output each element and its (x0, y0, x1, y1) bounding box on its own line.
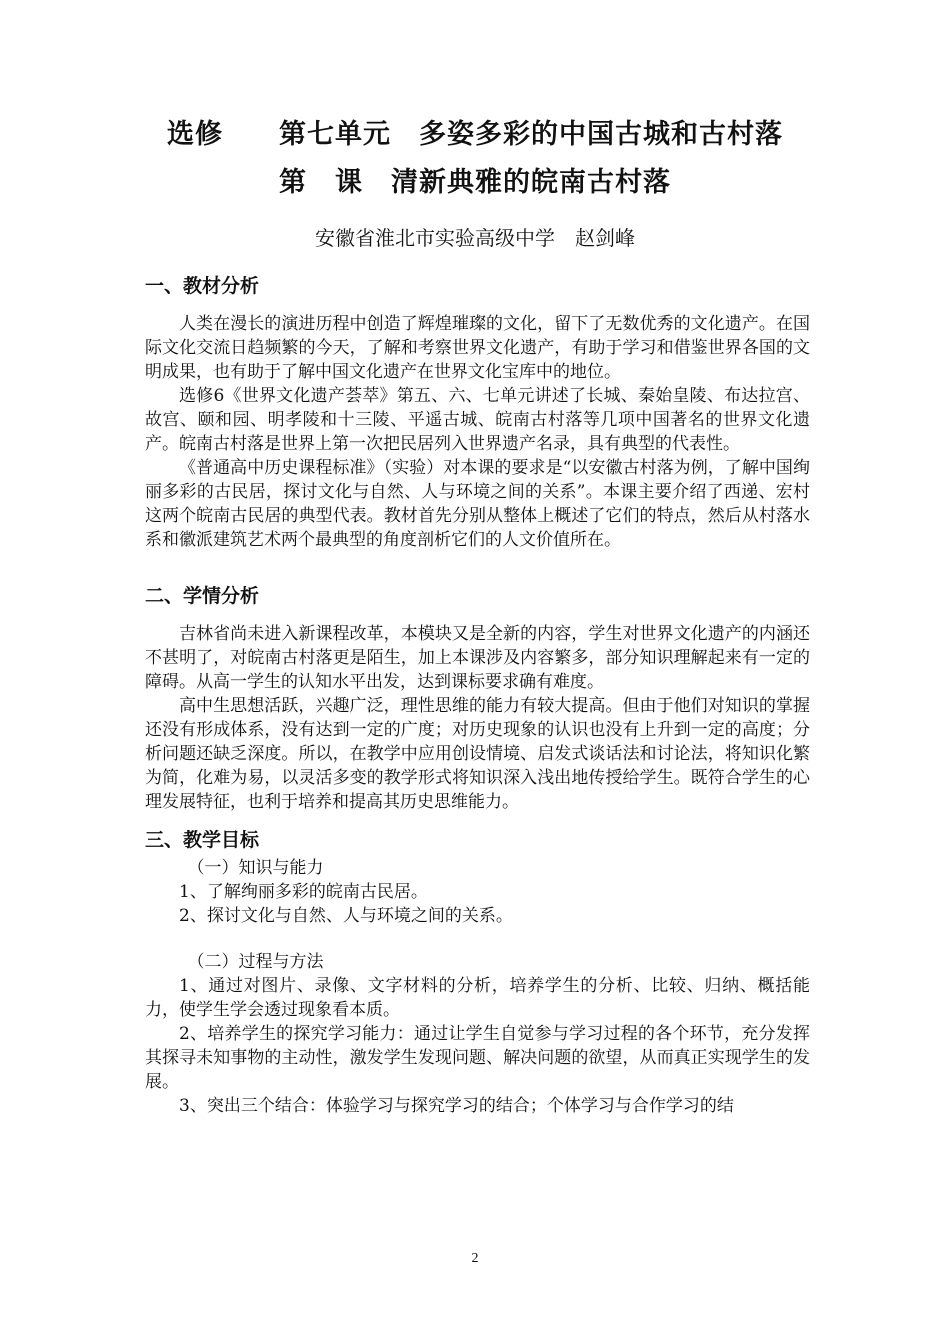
document-title: 选修 第七单元 多姿多彩的中国古城和古村落 (167, 119, 783, 150)
paragraph: 选修6《世界文化遗产荟萃》第五、六、七单元讲述了长城、秦始皇陵、布达拉宫、故宫、颐和园、明孝陵和十三陵、平遥古城、皖南古村落等几项中国著名的世界文化遗产。皖南古村落是世界上第一次把民居列入世界遗产名录，具有典型的代表性。 (145, 386, 810, 454)
document-body (145, 270, 810, 1118)
paragraph: 《普通高中历史课程标准》（实验）对本课的要求是“以安徽古村落为例，了解中国绚丽多彩的古民居，探讨文化与自然、人与环境之间的关系”。本课主要介绍了西递、宏村这两个皖南古民居的典型代表。教材首先分别从整体上概述了它们的特点，然后从村落水系和徽派建筑艺术两个最典型的角度剖析它们的人文价值所在。 (145, 458, 810, 550)
paragraph: 高中生思想活跃，兴趣广泛，理性思维的能力有较大提高。但由于他们对知识的掌握还没有形成体系，没有达到一定的广度；对历史现象的认识也没有上升到一定的高度；分析问题还缺乏深度。所以，在教学中应用创设情境、启发式谈话法和讨论法，将知识化繁为简，化难为易，以灵活多变的教学形式将知识深入浅出地传授给学生。既符合学生的心理发展特征，也利于培养和提高其历史思维能力。 (145, 696, 810, 812)
spacer (145, 302, 810, 312)
spacer (145, 928, 810, 950)
paragraph: 吉林省尚未进入新课程改革，本模块又是全新的内容，学生对世界文化遗产的内涵还不甚明了，对皖南古村落更是陌生，加上本课涉及内容繁多，部分知识理解起来有一定的障碍。从高一学生的认知水平出发，达到课标要求确有难度。 (145, 624, 810, 692)
spacer (145, 612, 810, 622)
list-item: 2、探讨文化与自然、人与环境之间的关系。 (179, 906, 513, 926)
paragraph: 人类在漫长的演进历程中创造了辉煌璀璨的文化，留下了无数优秀的文化遗产。在国际文化交流日趋频繁的今天，了解和考察世界文化遗产，有助于学习和借鉴世界各国的文明成果，也有助于了解中国文化遗产在世界文化宝库中的地位。 (145, 314, 810, 382)
list-item: 1、了解绚丽多彩的皖南古民居。 (179, 882, 428, 902)
subsection-heading: （二）过程与方法 (187, 952, 324, 972)
section-heading-textbook-analysis: 一、教材分析 (145, 275, 260, 297)
section-heading-teaching-goals: 三、教学目标 (145, 829, 260, 851)
list-item: 1、通过对图片、录像、文字材料的分析，培养学生的分析、比较、归纳、概括能力，使学生学会透过现象看本质。 (145, 976, 810, 1020)
lesson-title: 第 课 清新典雅的皖南古村落 (279, 167, 671, 198)
list-item: 3、突出三个结合：体验学习与探究学习的结合；个体学习与合作学习的结 (179, 1096, 734, 1116)
spacer (145, 814, 810, 824)
author-line: 安徽省淮北市实验高级中学 赵剑峰 (315, 226, 635, 250)
section-heading-student-analysis: 二、学情分析 (145, 585, 260, 607)
page-number: 2 (471, 1251, 479, 1266)
subsection-heading: （一）知识与能力 (187, 858, 324, 878)
list-item: 2、培养学生的探究学习能力：通过让学生自觉参与学习过程的各个环节，充分发挥其探寻未知事物的主动性，激发学生发现问题、解决问题的欲望，从而真正实现学生的发展。 (145, 1024, 810, 1092)
spacer (145, 552, 810, 580)
